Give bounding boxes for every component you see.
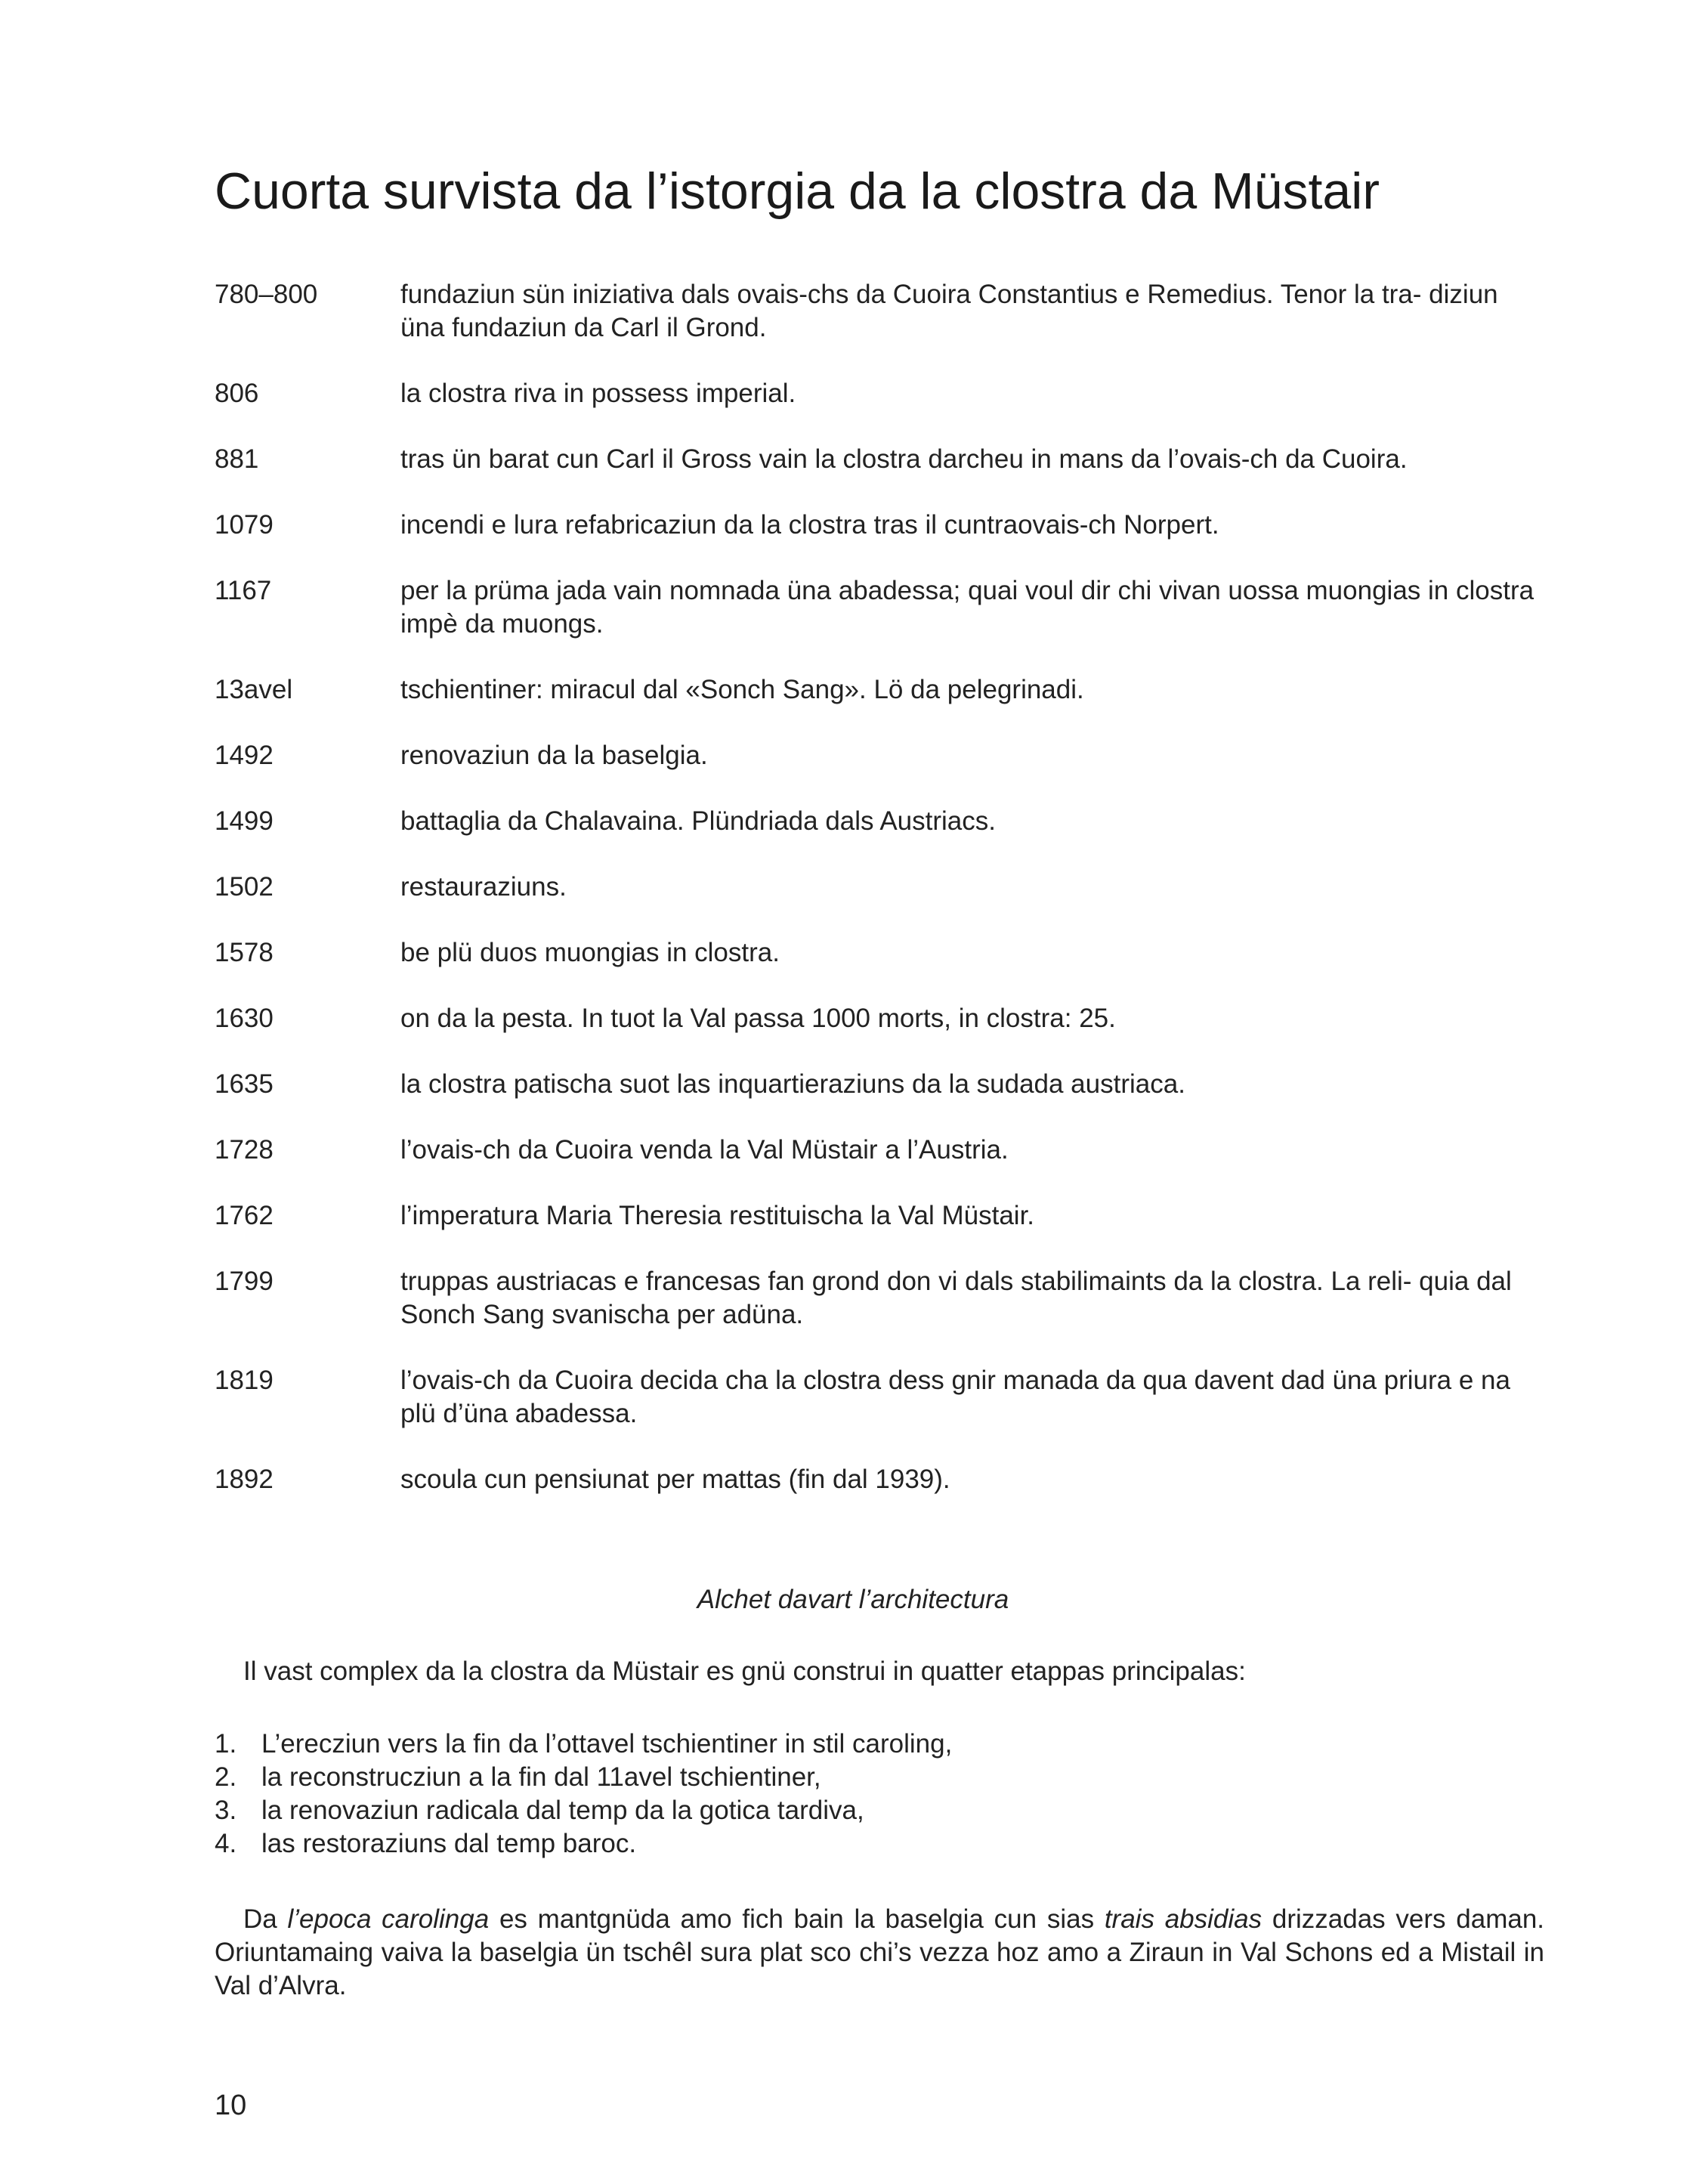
stage-text: la renovaziun radicala dal temp da la gotica tardiva,	[261, 1796, 864, 1825]
chronology-year: 1728	[215, 1135, 274, 1165]
chronology-text: per la prüma jada vain nomnada üna abadessa; quai voul dir chi vivan uossa muongias in clostra impè da muongs.	[400, 576, 1534, 639]
chronology-year: 1635	[215, 1069, 274, 1099]
stage-item	[215, 1761, 1544, 1794]
chronology-year: 13avel	[215, 675, 293, 704]
carolingian-paragraph	[215, 1903, 1544, 2003]
stage-text: las restoraziuns dal temp baroc.	[261, 1829, 637, 1858]
chronology-entry	[215, 1199, 1544, 1233]
chronology-year: 1892	[215, 1465, 274, 1494]
paragraph-emphasis: l’epoca carolinga	[287, 1904, 490, 1934]
stage-text: la reconstrucziun a la fin dal 11avel tschientiner,	[261, 1762, 821, 1792]
stage-text: L’erecziun vers la fin da l’ottavel tschientiner in stil caroling,	[261, 1729, 953, 1759]
chronology-entry	[215, 1134, 1544, 1167]
stage-item	[215, 1728, 1544, 1761]
paragraph-text: drizzadas vers daman. Oriuntamaing vaiva la baselgia ün tschêl sura plat sco chi’s vezza hoz amo a Ziraun in Val Schons ed a Mistail in Val d’Alvra.	[215, 1904, 1545, 2000]
chronology-entry	[215, 871, 1544, 904]
chronology-entry	[215, 1265, 1544, 1332]
chronology-entry	[215, 1364, 1544, 1431]
chronology-text: fundaziun sün iniziativa dals ovais-chs da Cuoira Constantius e Remedius. Tenor la tra- diziun üna fundaziun da Carl il Grond.	[400, 280, 1498, 342]
chronology-year: 1079	[215, 510, 274, 540]
chronology-year: 1499	[215, 806, 274, 836]
architecture-heading: Alchet davart l’architectura	[697, 1585, 1009, 1614]
chronology-entry	[215, 278, 1544, 345]
chronology-text: scoula cun pensiunat per mattas (fin dal 1939).	[400, 1465, 950, 1494]
stage-number: 2.	[215, 1762, 237, 1792]
chronology-text: restauraziuns.	[400, 872, 567, 902]
stage-item	[215, 1794, 1544, 1827]
chronology-entry	[215, 936, 1544, 970]
chronology-text: la clostra patischa suot las inquartieraziuns da la sudada austriaca.	[400, 1069, 1185, 1099]
stage-item	[215, 1827, 1544, 1861]
chronology-year: 1167	[215, 576, 272, 605]
chronology-text: battaglia da Chalavaina. Plündriada dals Austriacs.	[400, 806, 996, 836]
stage-number: 4.	[215, 1829, 237, 1858]
chronology-text: renovaziun da la baselgia.	[400, 741, 708, 770]
page-title: Cuorta survista da l’istorgia da la clostra da Müstair	[215, 162, 1380, 220]
chronology-year: 1502	[215, 872, 274, 902]
chronology-year: 1578	[215, 938, 274, 967]
paragraph-text: es mantgnüda amo fich bain la baselgia cun sias	[489, 1904, 1105, 1934]
paragraph-text: Da	[243, 1904, 288, 1934]
chronology-year: 1799	[215, 1267, 274, 1296]
chronology-year: 1762	[215, 1201, 274, 1230]
chronology-entry	[215, 739, 1544, 772]
chronology-year: 1630	[215, 1004, 274, 1033]
stage-number: 1.	[215, 1729, 237, 1759]
chronology-text: tschientiner: miracul dal «Sonch Sang». Lö da pelegrinadi.	[400, 675, 1084, 704]
chronology-entry	[215, 574, 1544, 641]
construction-stages-list	[215, 1728, 1544, 1861]
chronology-text: l’ovais-ch da Cuoira decida cha la clostra dess gnir manada da qua davent dad üna priura e na plü d’üna abadessa.	[400, 1366, 1510, 1428]
chronology-entry	[215, 1002, 1544, 1035]
paragraph-emphasis: trais absidias	[1104, 1904, 1263, 1934]
chronology-entry	[215, 509, 1544, 542]
chronology-text: l’imperatura Maria Theresia restituischa la Val Müstair.	[400, 1201, 1035, 1230]
chronology-year: 1492	[215, 741, 274, 770]
architecture-intro: Il vast complex da la clostra da Müstair es gnü construi in quatter etappas principalas:	[243, 1657, 1246, 1686]
chronology-entry	[215, 443, 1544, 476]
chronology-list	[215, 278, 1544, 1529]
chronology-entry	[215, 673, 1544, 707]
chronology-entry	[215, 1068, 1544, 1101]
chronology-year: 881	[215, 444, 259, 474]
chronology-text: l’ovais-ch da Cuoira venda la Val Müstair a l’Austria.	[400, 1135, 1009, 1165]
chronology-entry	[215, 377, 1544, 410]
stage-number: 3.	[215, 1796, 237, 1825]
chronology-text: truppas austriacas e francesas fan grond don vi dals stabilimaints da la clostra. La reli- quia dal Sonch Sang svanischa per adüna.	[400, 1267, 1512, 1329]
chronology-text: tras ün barat cun Carl il Gross vain la clostra darcheu in mans da l’ovais-ch da Cuoira.	[400, 444, 1408, 474]
chronology-text: be plü duos muongias in clostra.	[400, 938, 780, 967]
chronology-entry	[215, 805, 1544, 838]
chronology-text: on da la pesta. In tuot la Val passa 1000 morts, in clostra: 25.	[400, 1004, 1116, 1033]
page-number: 10	[215, 2090, 247, 2121]
chronology-text: la clostra riva in possess imperial.	[400, 379, 796, 408]
chronology-year: 780–800	[215, 280, 318, 309]
chronology-entry	[215, 1463, 1544, 1496]
chronology-year: 806	[215, 379, 259, 408]
chronology-text: incendi e lura refabricaziun da la clostra tras il cuntraovais-ch Norpert.	[400, 510, 1219, 540]
chronology-year: 1819	[215, 1366, 274, 1395]
